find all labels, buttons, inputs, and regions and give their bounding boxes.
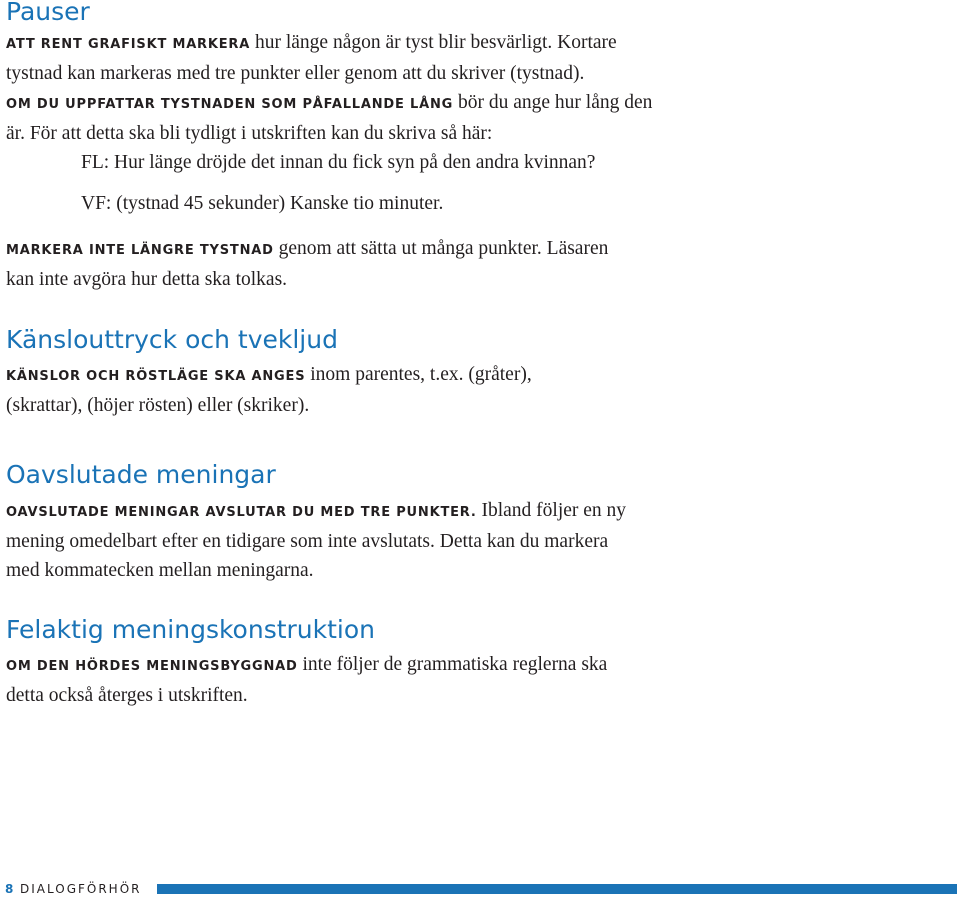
- footer-rule-bar: [157, 884, 957, 894]
- lead-in-kanslouttryck: KÄNSLOR OCH RÖSTLÄGE SKA ANGES: [6, 369, 306, 384]
- body-text-pauser-2: bör du ange hur lång den är. För att detta ska bli tydligt i utskriften kan du skriva så här:: [6, 92, 653, 144]
- paragraph-kanslouttryck: [6, 360, 606, 420]
- running-head: DIALOGFÖRHÖR: [20, 882, 142, 896]
- heading-kanslouttryck: Känslouttryck och tvekljud: [6, 325, 338, 354]
- paragraph-oavslutade: [6, 496, 636, 585]
- paragraph-pauser-1: [6, 28, 646, 88]
- body-text-pauser-1: hur länge någon är tyst blir besvärligt. Kortare tystnad kan markeras med tre punkter eller genom att du skriver (tystnad).: [6, 32, 617, 84]
- lead-in-pauser-3: MARKERA INTE LÄNGRE TYSTNAD: [6, 243, 274, 258]
- page-footer: [0, 876, 960, 902]
- page-number: 8: [5, 882, 15, 896]
- heading-oavslutade: Oavslutade meningar: [6, 460, 276, 489]
- body-text-pauser-3: genom att sätta ut många punkter. Läsaren kan inte avgöra hur detta ska tolkas.: [6, 238, 609, 290]
- paragraph-pauser-3: [6, 234, 626, 294]
- paragraph-felaktig: [6, 650, 616, 710]
- lead-in-pauser-1: ATT RENT GRAFISKT MARKERA: [6, 37, 251, 52]
- body-text-felaktig: inte följer de grammatiska reglerna ska detta också återges i utskriften.: [6, 654, 608, 706]
- document-page: [6, 0, 956, 710]
- example-quote-fl: FL: Hur länge dröjde det innan du fick syn på den andra kvinnan?: [81, 152, 596, 173]
- example-quote-vf: VF: (tystnad 45 sekunder) Kanske tio minuter.: [81, 193, 444, 214]
- heading-pauser: Pauser: [6, 0, 90, 26]
- body-text-kanslouttryck: inom parentes, t.ex. (gråter), (skrattar), (höjer rösten) eller (skriker).: [6, 364, 532, 416]
- lead-in-oavslutade: OAVSLUTADE MENINGAR AVSLUTAR DU MED TRE PUNKTER.: [6, 505, 477, 520]
- lead-in-pauser-2: OM DU UPPFATTAR TYSTNADEN SOM PÅFALLANDE LÅNG: [6, 97, 454, 112]
- body-text-oavslutade: Ibland följer en ny mening omedelbart efter en tidigare som inte avslutats. Detta kan du markera med kommatecken mellan meningarna.: [6, 500, 627, 581]
- paragraph-pauser-2: [6, 88, 666, 148]
- heading-felaktig: Felaktig meningskonstruktion: [6, 615, 376, 644]
- lead-in-felaktig: OM DEN HÖRDES MENINGSBYGGNAD: [6, 659, 298, 674]
